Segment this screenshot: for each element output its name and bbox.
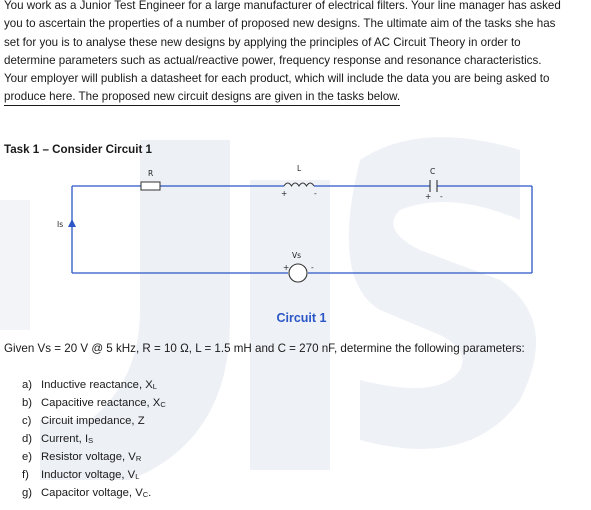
intro-line: You work as a Junior Test Engineer for a large manufacturer of electrical filters. Your line manager has asked: [4, 0, 561, 12]
voltage-source-minus: -: [311, 263, 314, 272]
item-subscript: L: [152, 382, 157, 391]
circuit-caption: Circuit 1: [276, 311, 327, 325]
item-text: Capacitor voltage, V: [41, 487, 143, 500]
current-source-label: Is: [57, 220, 64, 229]
item-text: Inductor voltage, V: [41, 469, 136, 482]
item-subscript: R: [135, 453, 142, 463]
item-letter: d): [22, 432, 33, 445]
item-letter: f): [22, 469, 29, 482]
list-item: [22, 467, 166, 485]
intro-line: you to ascertain the properties of a number of proposed new designs. The ultimate aim of the tasks she has: [4, 17, 556, 31]
voltage-source-plus: +: [283, 263, 290, 272]
item-letter: b): [22, 397, 33, 410]
circuit-wires: [72, 186, 532, 273]
list-item: [22, 413, 166, 430]
list-item: [22, 431, 166, 449]
capacitor-symbol: [430, 180, 437, 192]
item-text: Current, I: [41, 432, 89, 445]
item-text: Inductive reactance, X: [41, 379, 153, 391]
item-letter: g): [22, 487, 33, 500]
item-subscript: L: [135, 472, 140, 482]
resistor-symbol: [141, 182, 160, 190]
intro-line-underlined: produce here. The proposed new circuit designs are given in the tasks below.: [4, 89, 400, 106]
item-text: Resistor voltage, V: [41, 450, 136, 463]
item-text: Capacitive reactance, X: [41, 397, 161, 410]
item-letter: c): [22, 415, 32, 428]
intro-line: determine parameters such as actual/reactive power, frequency response and resonance characteristics.: [4, 53, 542, 67]
list-item: [22, 449, 166, 467]
intro-line: Your employer will publish a datasheet for each product, which will include the data you are being asked to: [4, 72, 550, 86]
capacitor-minus: -: [440, 192, 443, 201]
given-values: Given Vs = 20 V @ 5 kHz, R = 10 Ω, L = 1.5 mH and C = 270 nF, determine the following parameters:: [4, 342, 525, 355]
item-subscript: S: [88, 435, 94, 445]
item-subscript: C: [160, 400, 166, 410]
list-item: [22, 485, 166, 503]
item-tail: .: [148, 487, 152, 500]
list-item: [22, 395, 166, 413]
voltage-source-label: Vs: [292, 251, 302, 260]
parameter-list: [22, 377, 166, 503]
intro-line: set for you is to analyse these new designs by applying the principles of AC Circuit Theory in order to: [4, 35, 521, 49]
item-text: Circuit impedance, Z: [41, 415, 145, 428]
list-item: [22, 377, 166, 395]
inductor-symbol: [284, 183, 314, 186]
task-title: Task 1 – Consider Circuit 1: [4, 143, 152, 156]
item-letter: a): [22, 379, 33, 391]
item-subscript: C: [142, 490, 149, 500]
current-source-arrow: [68, 219, 76, 227]
voltage-source-symbol: [289, 264, 307, 282]
capacitor-plus: +: [425, 192, 432, 201]
item-letter: e): [22, 450, 33, 463]
inductor-label: L: [297, 164, 302, 173]
inductor-minus: -: [314, 189, 317, 198]
capacitor-label: C: [430, 167, 436, 176]
resistor-label: R: [148, 169, 154, 178]
inductor-plus: +: [281, 189, 288, 198]
